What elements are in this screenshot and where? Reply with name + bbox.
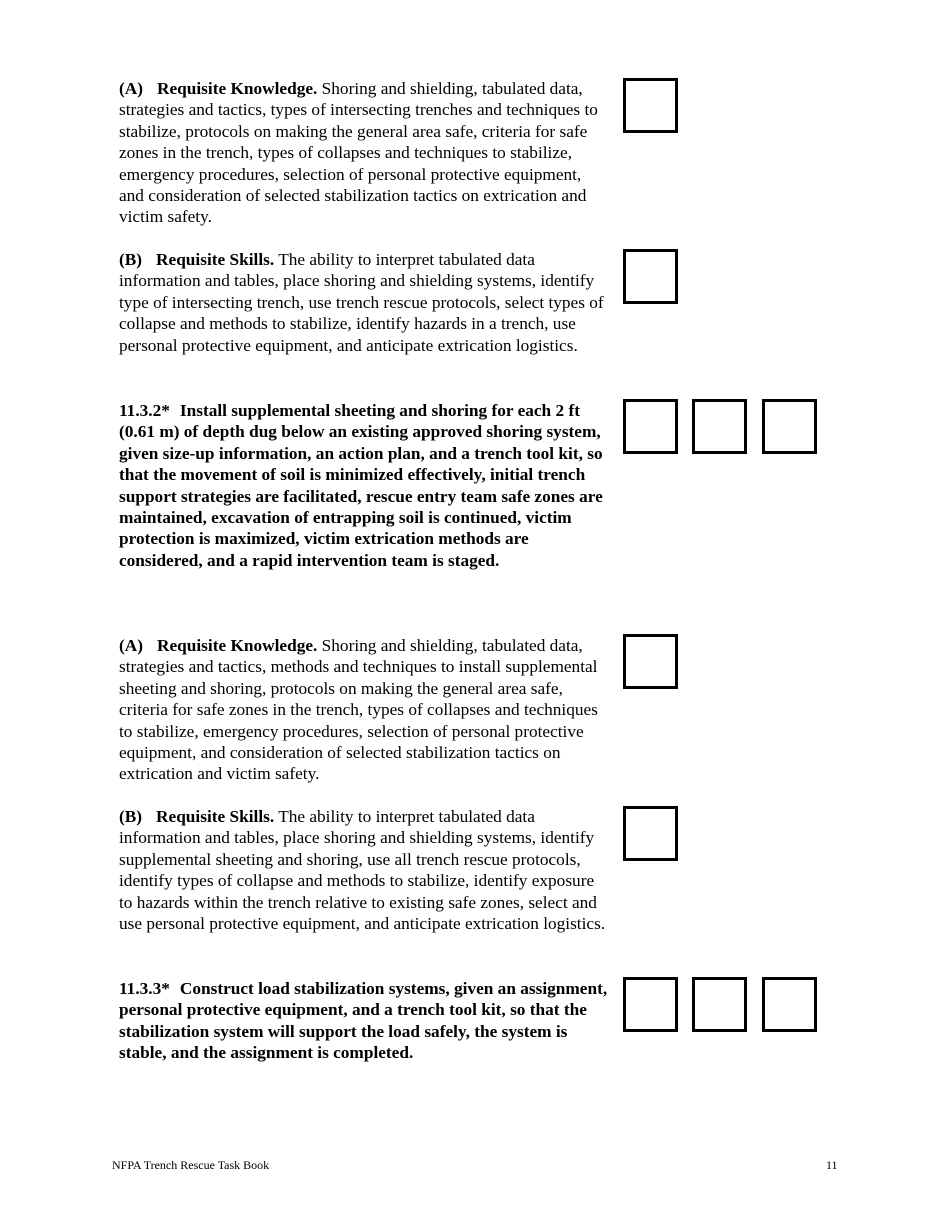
task-paragraph [119,978,609,1064]
signoff-checkbox-2[interactable] [692,977,747,1032]
task-text: Construct load stabilization systems, given an assignment, personal protective equipment, and a trench tool kit, so that the stabilization system will support the load safely, the system is stable, and the assignment is completed. [119,979,608,1063]
item-heading: Requisite Knowledge. [157,636,318,655]
item-text: Shoring and shielding, tabulated data, strategies and tactics, types of intersecting trenches and techniques to stabilize, protocols on making the general area safe, criteria for safe zones in the trench, types of collapses and techniques to stabilize, emergency procedures, selection of personal protective equipment, and consideration of selected stabilization tactics on extrication and victim safety. [119,79,598,227]
requisite-knowledge-paragraph [119,78,609,228]
item-label: (B) [119,250,143,269]
item-heading: Requisite Skills. [156,250,275,269]
signoff-checkbox-3[interactable] [762,977,817,1032]
signoff-checkbox-3[interactable] [762,399,817,454]
task-number: 11.3.3* [119,979,170,998]
footer-title: NFPA Trench Rescue Task Book [112,1158,270,1172]
task-text: Install supplemental sheeting and shoring for each 2 ft (0.61 m) of depth dug below an existing approved shoring system, given size-up information, an action plan, and a trench tool kit, so that the movement of soil is minimized effectively, initial trench support strategies are facilitated, rescue entry team safe zones are maintained, excavation of entrapping soil is continued, victim protection is maximized, victim extrication methods are considered, and a rapid intervention team is staged. [119,401,603,570]
signoff-checkbox-1[interactable] [623,977,678,1032]
signoff-checkbox[interactable] [623,249,678,304]
item-heading: Requisite Knowledge. [157,79,318,98]
signoff-checkbox-1[interactable] [623,399,678,454]
item-heading: Requisite Skills. [156,807,275,826]
signoff-checkbox-2[interactable] [692,399,747,454]
item-text: Shoring and shielding, tabulated data, strategies and tactics, methods and techniques to install supplemental sheeting and shoring, protocols on making the general area safe, criteria for safe zones in the trench, types of collapses and techniques to stabilize, emergency procedures, selection of personal protective equipment, and consideration of selected stabilization tactics on extrication and victim safety. [119,636,598,784]
item-label: (A) [119,79,143,98]
requisite-skills-paragraph [119,806,609,934]
requisite-knowledge-paragraph [119,635,609,785]
task-paragraph [119,400,609,571]
page-number: 11 [826,1158,838,1172]
signoff-checkbox[interactable] [623,78,678,133]
signoff-checkbox[interactable] [623,806,678,861]
task-number: 11.3.2* [119,401,170,420]
item-label: (A) [119,636,143,655]
requisite-skills-paragraph [119,249,609,356]
item-label: (B) [119,807,143,826]
item-text: The ability to interpret tabulated data information and tables, place shoring and shielding systems, identify type of intersecting trench, use trench rescue protocols, select types of collapse and methods to stabilize, identify hazards in a trench, use personal protective equipment, and anticipate extrication logistics. [119,250,604,355]
item-text: The ability to interpret tabulated data information and tables, place shoring and shielding systems, identify supplemental sheeting and shoring, use all trench rescue protocols, identify types of collapse and methods to stabilize, identify exposure to hazards within the trench relative to existing safe zones, select and use personal protective equipment, and anticipate extrication logistics. [119,807,606,934]
signoff-checkbox[interactable] [623,634,678,689]
